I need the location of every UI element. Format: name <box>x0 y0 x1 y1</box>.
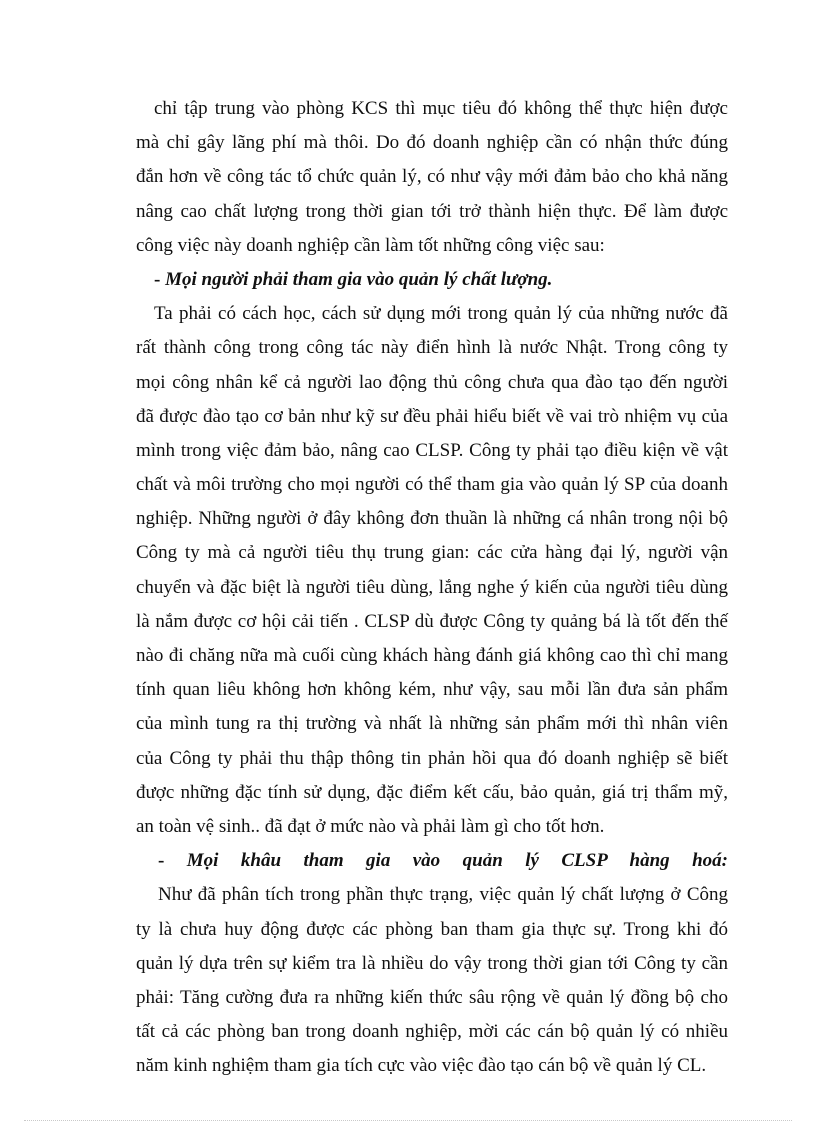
text-line: chỉ tập trung vào phòng KCS thì mục tiêu đó không thể thực hiện được <box>154 98 728 119</box>
text-line: ty là chưa huy động được các phòng ban tham gia thực sự. Trong khi đó <box>136 918 728 940</box>
text-line: mọi công nhân kể cả người lao động thủ công chưa qua đào tạo đến người <box>136 371 728 393</box>
text-line: tất cả các phòng ban trong doanh nghiệp, mời các cán bộ quản lý có nhiều <box>136 1021 728 1043</box>
text-line: nào đi chăng nữa mà cuối cùng khách hàng đánh giá không cao thì chỉ mang <box>136 645 728 666</box>
text-line: được những đặc tính sử dụng, đặc điểm kết cấu, bảo quản, giá trị thẩm mỹ, <box>136 781 728 803</box>
text-line: mình trong việc đảm bảo, nâng cao CLSP. Công ty phải tạo điều kiện về vật <box>136 439 728 461</box>
paragraph-every-stage-participates <box>136 878 728 1083</box>
text-line: Ta phải có cách học, cách sử dụng mới trong quản lý của những nước đã <box>154 303 728 325</box>
text-line: đã được đào tạo cơ bản như kỹ sư đều phải hiểu biết về vai trò nhiệm vụ của <box>136 405 728 427</box>
heading-dash: - <box>158 850 165 872</box>
text-line: an toàn vệ sinh.. đã đạt ở mức nào và phải làm gì cho tốt hơn. <box>136 815 605 837</box>
text-line: nâng cao chất lượng trong thời gian tới trở thành hiện thực. Để làm được <box>136 200 728 222</box>
section-heading-everyone-participates <box>136 263 728 297</box>
page-bottom-divider <box>24 1120 792 1121</box>
text-line: phải: Tăng cường đưa ra những kiến thức sâu rộng về quản lý đồng bộ cho <box>136 986 728 1008</box>
text-line: là nắm được cơ hội cải tiến . CLSP dù được Công ty quảng bá là tốt đến thế <box>136 610 728 632</box>
text-line: nghiệp. Những người ở đây không đơn thuần là những cá nhân trong nội bộ <box>136 508 728 530</box>
text-line: mà chỉ gây lãng phí mà thôi. Do đó doanh nghiệp cần có nhận thức đúng <box>136 132 728 154</box>
text-line: Công ty mà cả người tiêu thụ trung gian: các cửa hàng đại lý, người vận <box>136 542 728 564</box>
paragraph-intro <box>136 92 728 263</box>
text-line: của mình tung ra thị trường và nhất là những sản phẩm mới thì nhân viên <box>136 713 728 735</box>
text-line: đắn hơn về công tác tổ chức quản lý, có như vậy mới đảm bảo cho khả năng <box>136 166 728 188</box>
text-line: chuyển và đặc biệt là người tiêu dùng, lắng nghe ý kiến của người tiêu dùng <box>136 576 728 598</box>
section-heading-every-stage-participates <box>136 844 728 878</box>
paragraph-everyone-participates <box>136 297 728 844</box>
document-body <box>136 92 728 1083</box>
text-line: quản lý dựa trên sự kiểm tra là nhiều do vậy trong thời gian tới Công ty cần <box>136 952 728 974</box>
text-line: Như đã phân tích trong phần thực trạng, việc quản lý chất lượng ở Công <box>158 884 728 906</box>
heading-text: Mọi khâu tham gia vào quản lý CLSP hàng hoá: <box>186 850 729 872</box>
heading-dash: - <box>154 268 161 290</box>
text-line: chất và môi trường cho mọi người có thể tham gia vào quản lý SP của doanh <box>136 474 728 496</box>
text-line: công việc này doanh nghiệp cần làm tốt những công việc sau: <box>136 234 605 256</box>
heading-text: Mọi người phải tham gia vào quản lý chất lượng. <box>165 268 553 290</box>
text-line: năm kinh nghiệm tham gia tích cực vào việc đào tạo cán bộ về quản lý CL. <box>136 1055 707 1077</box>
text-line: rất thành công trong công tác này điển hình là nước Nhật. Trong công ty <box>136 337 728 359</box>
text-line: tính quan liêu không hơn không kém, như vậy, sau mỗi lần đưa sản phẩm <box>136 679 728 701</box>
text-line: của Công ty phải thu thập thông tin phản hồi qua đó doanh nghiệp sẽ biết <box>136 747 728 769</box>
